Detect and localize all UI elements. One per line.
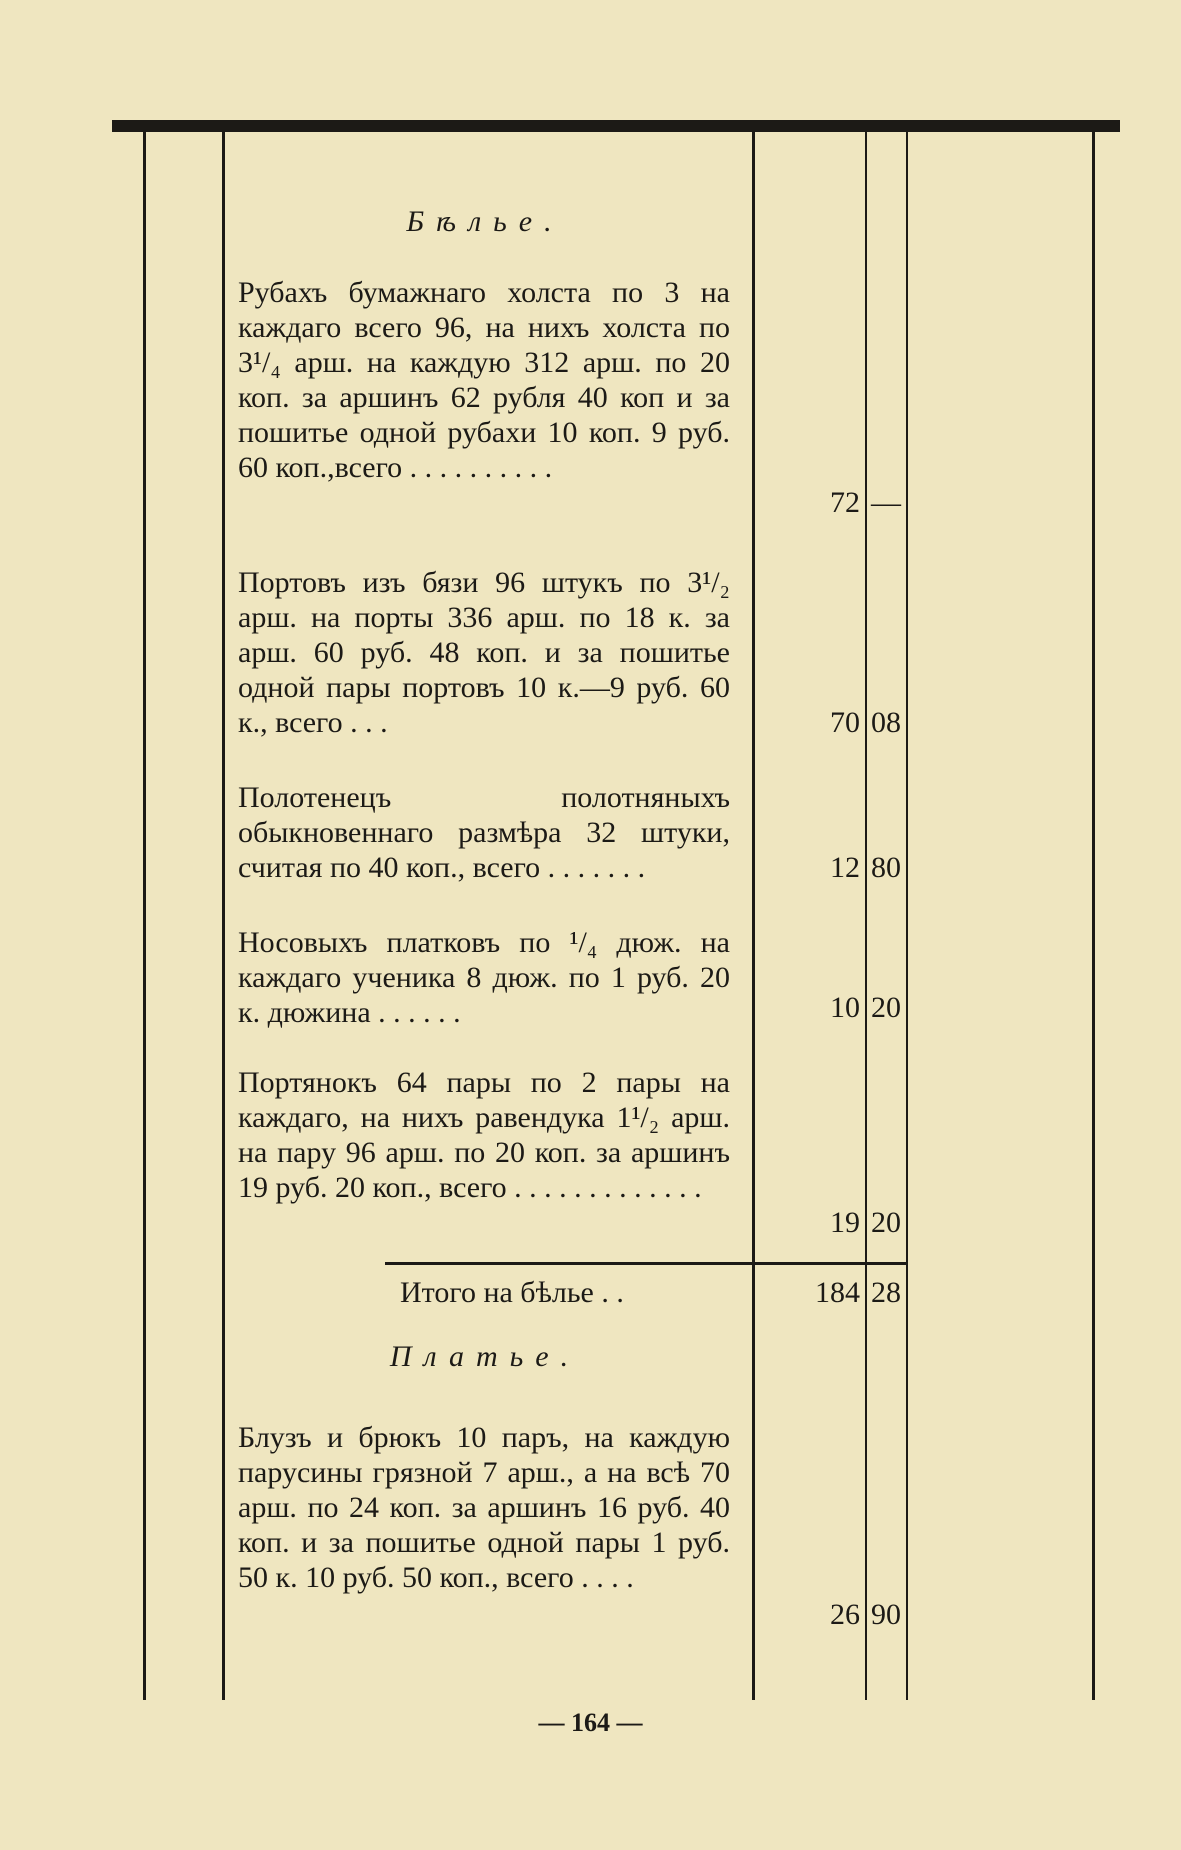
total-rub: 184 bbox=[815, 1276, 860, 1309]
total-label: Итого на бѣлье . . bbox=[400, 1276, 624, 1309]
table-right-outer-line bbox=[1092, 132, 1095, 1700]
total-rule bbox=[385, 1262, 907, 1265]
table-top-rule bbox=[112, 120, 1120, 132]
amount-kop: 20 bbox=[871, 1206, 901, 1239]
entry-text: Портянокъ 64 пары по 2 пары на каждаго, на нихъ равендука 1¹/₂ арш. на пару 96 арш. по 20 коп. за аршинъ 19 руб. 20 коп., всего . . . . . . . . . . . . . bbox=[238, 1066, 730, 1204]
total-kop: 28 bbox=[871, 1276, 901, 1309]
amount-rub: 19 bbox=[830, 1206, 860, 1239]
amount-rub: 12 bbox=[830, 851, 860, 884]
page-number: — 164 — bbox=[538, 1708, 643, 1737]
entry-text: Блузъ и брюкъ 10 паръ, на каждую парусины грязной 7 арш., а на всѣ 70 арш. по 24 коп. за аршинъ 16 руб. 40 коп. и за пошитье одной пары 1 руб. 50 к. 10 руб. 50 коп., всего . . . . bbox=[238, 1421, 730, 1594]
entry-blouses bbox=[238, 1420, 730, 1595]
entry-drawers bbox=[238, 565, 730, 740]
section-title-linen: Бѣлье. bbox=[406, 205, 564, 238]
entry-text: Носовыхъ платковъ по ¹/₄ дюж. на каждаго ученика 8 дюж. по 1 руб. 20 к. дюжина . . . . . . bbox=[238, 926, 730, 1029]
amount-kop: 20 bbox=[871, 991, 901, 1024]
entry-footcloths bbox=[238, 1065, 730, 1205]
entry-handkerchiefs bbox=[238, 925, 730, 1030]
amount-rub: 72 bbox=[830, 486, 860, 519]
entry-shirts bbox=[238, 275, 730, 485]
table-left-outer-line bbox=[143, 132, 146, 1700]
amount-rub: 70 bbox=[830, 706, 860, 739]
table-left-inner-line bbox=[222, 132, 225, 1700]
table-kop-column-line bbox=[906, 132, 908, 1700]
amount-kop: 90 bbox=[871, 1598, 901, 1631]
entry-text: Рубахъ бумажнаго холста по 3 на каждаго всего 96, на нихъ холста по 3¹/₄ арш. на каждую 312 арш. по 20 коп. за аршинъ 62 рубля 40 коп и за пошитье одной рубахи 10 коп. 9 руб. 60 коп.,всего . . . . . . . . . . bbox=[238, 276, 730, 484]
entry-towels bbox=[238, 780, 730, 885]
table-text-column-line bbox=[752, 132, 755, 1700]
section-title-clothing: Платье. bbox=[389, 1340, 581, 1373]
entry-text: Полотенецъ полотняныхъ обыкновеннаго размѣра 32 штуки, считая по 40 коп., всего . . . . . . . bbox=[238, 781, 730, 884]
amount-kop: 80 bbox=[871, 851, 901, 884]
amount-rub: 10 bbox=[830, 991, 860, 1024]
entry-text: Портовъ изъ бязи 96 штукъ по 3¹/₂ арш. на порты 336 арш. по 18 к. за арш. 60 руб. 48 коп. и за пошитье одной пары портовъ 10 к.—9 руб. 60 к., всего . . . bbox=[238, 566, 730, 739]
amount-kop: — bbox=[871, 486, 901, 519]
table-rub-column-line bbox=[865, 132, 867, 1700]
amount-rub: 26 bbox=[830, 1598, 860, 1631]
amount-kop: 08 bbox=[871, 706, 901, 739]
